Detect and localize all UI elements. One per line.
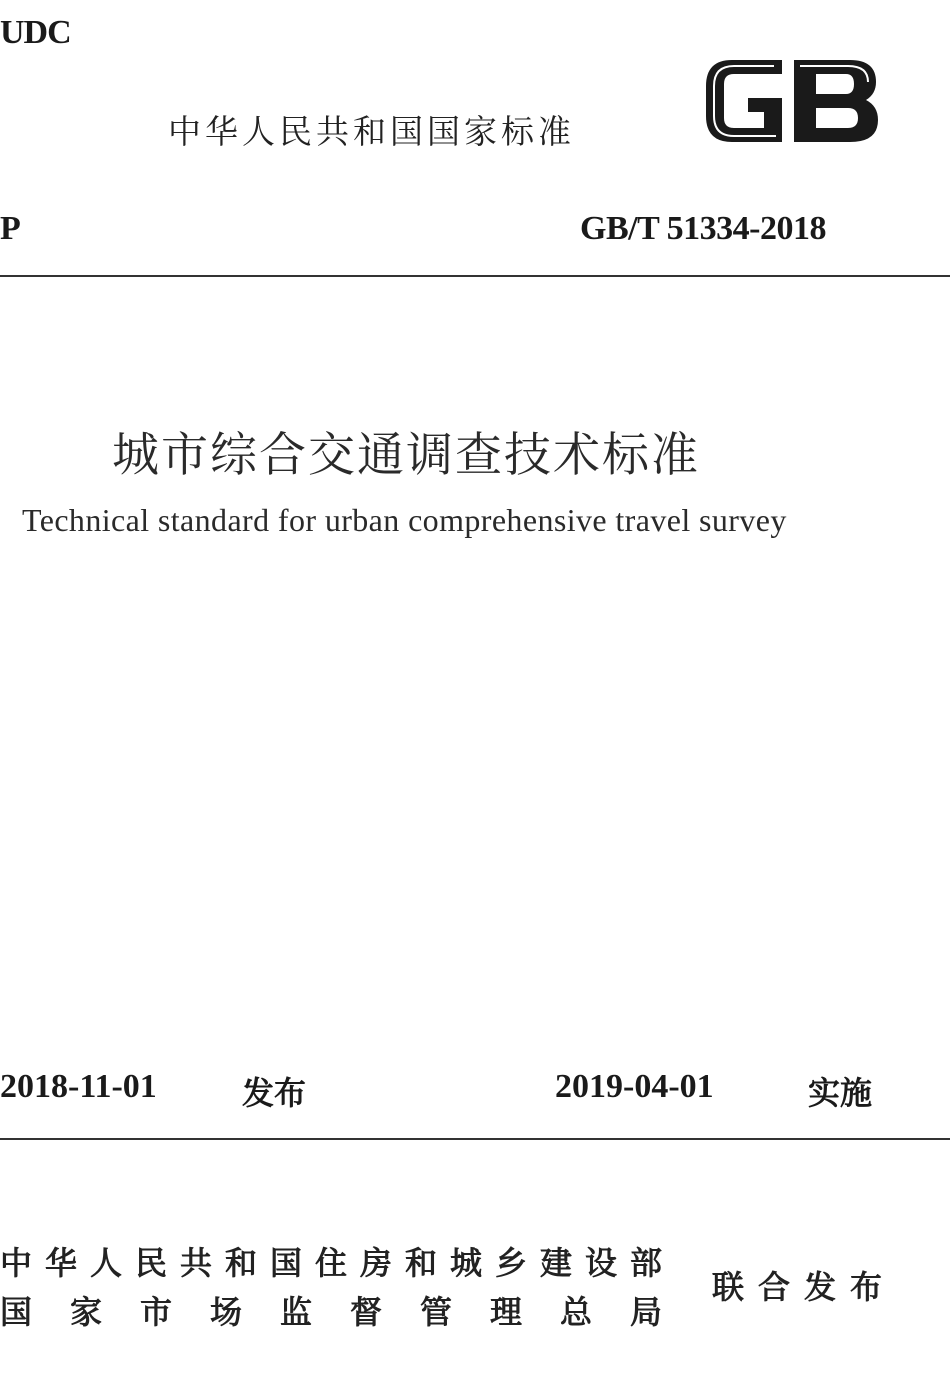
implement-date: 2019-04-01 xyxy=(555,1068,714,1105)
top-divider xyxy=(0,275,950,277)
issue-date: 2018-11-01 xyxy=(0,1068,157,1105)
title-english: Technical standard for urban comprehensive travel survey xyxy=(22,502,787,538)
national-standard-label: 中华人民共和国国家标准 xyxy=(168,112,575,151)
bottom-divider xyxy=(0,1138,950,1140)
publisher-ministry: 中华人民共和国住房和城乡建设部 xyxy=(0,1244,676,1282)
standard-number: GB/T 51334-2018 xyxy=(580,210,826,247)
joint-issue-label: 联合发布 xyxy=(712,1268,897,1306)
udc-label: UDC xyxy=(0,14,71,51)
title-chinese: 城市综合交通调查技术标准 xyxy=(112,428,700,483)
classification-code: P xyxy=(0,210,21,247)
issue-label: 发布 xyxy=(242,1074,307,1112)
publisher-administration: 国家市场监督管理总局 xyxy=(0,1293,701,1331)
gb-logo-icon xyxy=(700,52,884,150)
implement-label: 实施 xyxy=(808,1074,873,1112)
